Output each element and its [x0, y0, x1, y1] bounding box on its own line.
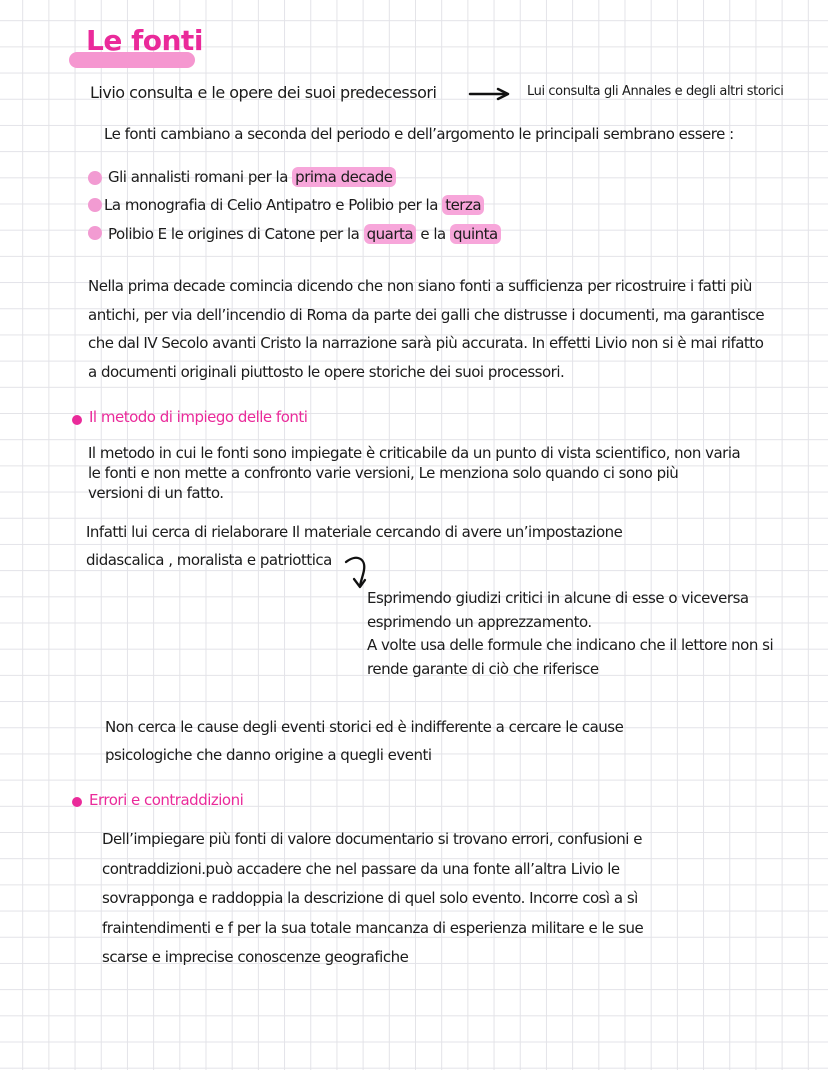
paragraph-line: esprimendo un apprezzamento.: [367, 612, 592, 631]
arrow-right-icon: [468, 86, 512, 102]
source-item-1-prefix: Gli annalisti romani per la: [108, 168, 293, 186]
metodo-paragraph-1: [88, 443, 740, 503]
source-item-1-highlight: prima decade: [292, 167, 395, 187]
paragraph-line: fraintendimenti e f per la sua totale mancanza di esperienza militare e le sue: [102, 918, 644, 937]
paragraph-line: che dal IV Secolo avanti Cristo la narrazione sarà più accurata. In effetti Livio non si è mai rifatto: [88, 334, 764, 352]
section-bullet-dot: [72, 415, 82, 425]
bullet-dot: [88, 226, 102, 240]
errori-paragraph: [102, 825, 643, 973]
paragraph-line: psicologiche che danno origine a quegli eventi: [105, 746, 432, 764]
paragraph-line: Esprimendo giudizi critici in alcune di esse o viceversa: [367, 589, 749, 607]
intro-right-text: Lui consulta gli Annales e degli altri storici: [527, 84, 784, 99]
paragraph-line: Infatti lui cerca di rielaborare Il materiale cercando di avere un’impostazione: [86, 523, 623, 541]
section-bullet-dot: [72, 797, 82, 807]
prima-decade-paragraph: [88, 272, 764, 386]
paragraph-line: sovrapponga e raddoppia la descrizione di quel solo evento. Incorre così a sì: [102, 889, 638, 907]
paragraph-line: Il metodo in cui le fonti sono impiegate è criticabile da un punto di vista scientifico, non varia: [88, 444, 741, 462]
metodo-paragraph-3: [367, 587, 773, 681]
paragraph-line: contraddizioni.può accadere che nel passare da una fonte all’altra Livio le: [102, 859, 620, 878]
source-item-3-highlight-2: quinta: [450, 224, 501, 244]
paragraph-line: Nella prima decade comincia dicendo che non siano fonti a sufficienza per ricostruire i fatti più: [88, 277, 752, 295]
source-item-3-prefix: Polibio E le origines di Catone per la: [108, 225, 364, 243]
section-heading-errori: Errori e contraddizioni: [89, 791, 244, 809]
section-heading-metodo: Il metodo di impiego delle fonti: [89, 408, 308, 426]
source-item-1: [108, 168, 396, 186]
paragraph-line: Dell’impiegare più fonti di valore documentario si trovano errori, confusioni e: [102, 830, 642, 848]
metodo-paragraph-4: [105, 713, 623, 769]
paragraph-line: le fonti e non mette a confronto varie versioni, Le menziona solo quando ci sono più: [88, 464, 679, 482]
bullet-dot: [88, 198, 102, 212]
sources-intro: Le fonti cambiano a seconda del periodo e dell’argomento le principali sembrano essere :: [104, 125, 734, 143]
source-item-3: [108, 225, 501, 243]
paragraph-line: A volte usa delle formule che indicano che il lettore non si: [367, 636, 774, 654]
paragraph-line: versioni di un fatto.: [88, 484, 224, 502]
source-item-2: [104, 196, 484, 214]
curved-arrow-icon: [340, 552, 374, 592]
paragraph-line: Non cerca le cause degli eventi storici ed è indifferente a cercare le cause: [105, 718, 624, 736]
paragraph-line: antichi, per via dell’incendio di Roma da parte dei galli che distrusse i documenti, ma garantisce: [88, 305, 765, 324]
paragraph-line: rende garante di ciò che riferisce: [367, 659, 599, 678]
paragraph-line: scarse e imprecise conoscenze geografiche: [102, 948, 409, 966]
source-item-3-mid: e la: [416, 225, 450, 243]
source-item-2-prefix: La monografia di Celio Antipatro e Polibio per la: [104, 196, 443, 214]
paragraph-line: didascalica , moralista e patriottica: [86, 551, 332, 569]
bullet-dot: [88, 171, 102, 185]
source-item-2-highlight: terza: [442, 195, 484, 215]
source-item-3-highlight-1: quarta: [364, 224, 416, 244]
page-title: Le fonti: [86, 24, 203, 57]
paragraph-line: a documenti originali piuttosto le opere storiche dei suoi processori.: [88, 362, 565, 381]
intro-left-text: Livio consulta e le opere dei suoi predecessori: [90, 83, 437, 102]
